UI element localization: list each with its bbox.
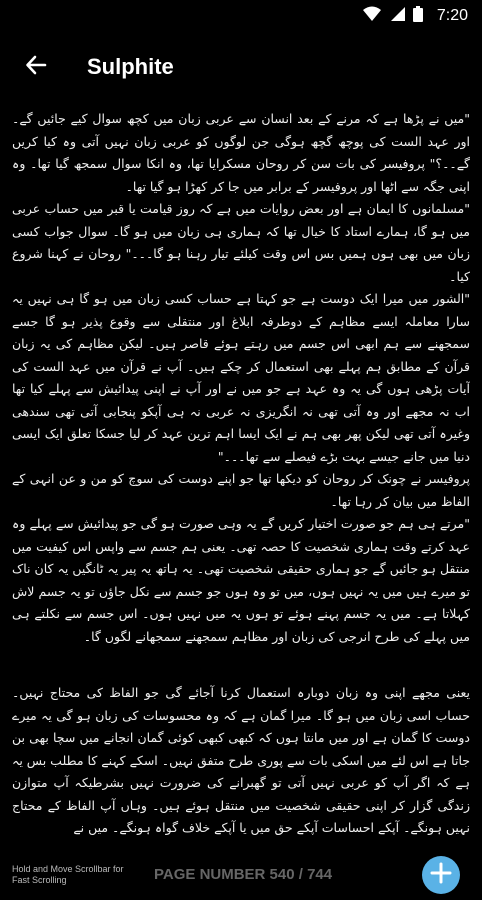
add-button[interactable]	[422, 856, 460, 894]
signal-icon	[389, 6, 405, 26]
status-bar	[0, 0, 482, 32]
plus-icon	[430, 862, 452, 888]
app-title: Sulphite	[87, 54, 174, 79]
paragraph: یعنی مجھے اپنی وہ زبان دوبارہ استعمال کرنا آجائے گی جو الفاظ کی محتاج نہیں۔ حساب اسی زبان میں ہو گا۔ میرا گمان ہے کہ وہ محسوسات کی زبان ہو گی یہ میرے دوست کا گمان ہے اور میں مانتا ہوں کہ کبھی کبھی کوئی گمان انجانے میں سچا بھی بن جاتا ہے اس لئے میں اسکی بات سے پوری طرح متفق نہیں۔ اسکے کہنے کا مطلب بس یہ ہے کہ اگر آپ کو عربی نہیں آتی تو گھبرانے کی ضرورت نہیں بشرطیکہ آپ متوازن زندگی گزار کر اپنی حقیقی شخصیت میں منتقل ہوئے ہیں۔ وہاں آپ الفاظ کے محتاج نہیں ہونگے۔ آپکے احساسات آپکے حق میں یا آپکے خلاف گواہ ہونگے۔ میں نے	[12, 685, 470, 835]
scroll-hint: Hold and Move Scrollbar for Fast Scrolling	[12, 864, 124, 885]
paragraph: "مسلمانوں کا ایمان ہے اور بعض روایات میں ہے کہ روز قیامت یا قبر میں حساب عربی میں ہو گا، ہمارے استاد کا خیال تھا کہ ہماری ہی زبان میں ہو گا۔ سوال جواب کسی زبان میں بھی ہوں ہمیں بس اس وقت کیلئے تیار رہنا ہو گا۔۔۔" روحان نے کہنا شروع کیا۔	[12, 201, 470, 284]
bottom-bar	[0, 852, 482, 900]
battery-icon	[413, 6, 423, 26]
paragraph: پروفیسر نے چونک کر روحان کو دیکھا تھا جو اپنے دوست کی سوچ کو من و عن انہی کے الفاظ میں بیان کر رہا تھا۔	[12, 471, 470, 509]
back-button[interactable]	[17, 48, 55, 86]
paragraph: "الشور میں میرا ایک دوست ہے جو کہتا ہے حساب کسی زبان میں ہو گا ہی نہیں یہ سارا معاملہ ایسے مظاہم کے دوطرفہ ابلاغ اور منتقلی سے وقوع پذیر ہو گا جسے سمجھنے سے ہم ابھی اس جسم میں رہتے ہوئے قاصر ہیں۔ لیکن مظاہم کی یہ زبان قرآن کے مطابق ہم پہلے بھی استعمال کر چکے ہیں۔ آپ نے قرآن میں عہد الست کی آیات پڑھی ہوں گی یہ وہ عہد ہے جو میں نے اور آپ نے اپنی پیدائیش سے پہلے کیا تھا اب نہ مجھے اور وہ آتی تھی نہ انگریزی نہ عربی نہ ہی آپکو پنجابی آتی تھی سندھی وغیرہ آتی تھی لیکن پھر بھی ہم نے ایک ایسا اہم ترین عہد کر لیا جسکا تعلق ایک ایسی دنیا میں جانے جیسے بہت بڑے فیصلے سے تھا۔۔۔"	[12, 291, 470, 464]
paragraph: "مرتے ہی ہم جو صورت اختیار کریں گے یہ وہی صورت ہو گی جو پیدائیش سے پہلے وہ عہد کرتے وقت ہماری شخصیت کا حصہ تھی۔ یعنی ہم جسم سے واپس اس کیفیت میں منتقل ہو جائیں گے جو ہماری حقیقی شخصیت تھی۔ یہ ہاتھ یہ پیر یہ ٹانگیں یہ کان ناک تو میرے ہیں میں یہ نہیں ہوں، میں تو وہ ہوں جو جسم سے نکل جاؤں تو یہ جسم لاش کہلاتا ہے۔ میں یہ جسم پہنے ہوئے تو ہوں یہ میں نہیں ہوں۔ اس جسم سے نکلتے ہی میں پہلے کی طرح انرجی کی زبان اور مظاہم سمجھنے سمجھانے لگوں گا۔	[12, 516, 470, 644]
clock: 7:20	[436, 7, 468, 24]
wifi-icon	[363, 6, 381, 26]
paragraph: "میں نے پڑھا ہے کہ مرنے کے بعد انسان سے عربی زبان میں کچھ سوال کیے جائیں گے۔ اور عہد الست کی پوچھ گچھ ہوگی جن لوگوں کو عربی زبان نہیں آتی وہ کیا کریں گے۔۔؟" پروفیسر کی بات سن کر روحان مسکرایا تھا، وہ انکا سوال سمجھ گیا تھا۔ وہ اپنی جگہ سے اٹھا اور پروفیسر کے برابر میں جا کر کھڑا ہو گیا تھا۔	[12, 111, 470, 194]
arrow-back-icon	[25, 54, 47, 80]
page-number: PAGE NUMBER 540 / 744	[154, 866, 333, 883]
app-bar	[0, 32, 482, 102]
reading-area[interactable]	[12, 108, 470, 852]
